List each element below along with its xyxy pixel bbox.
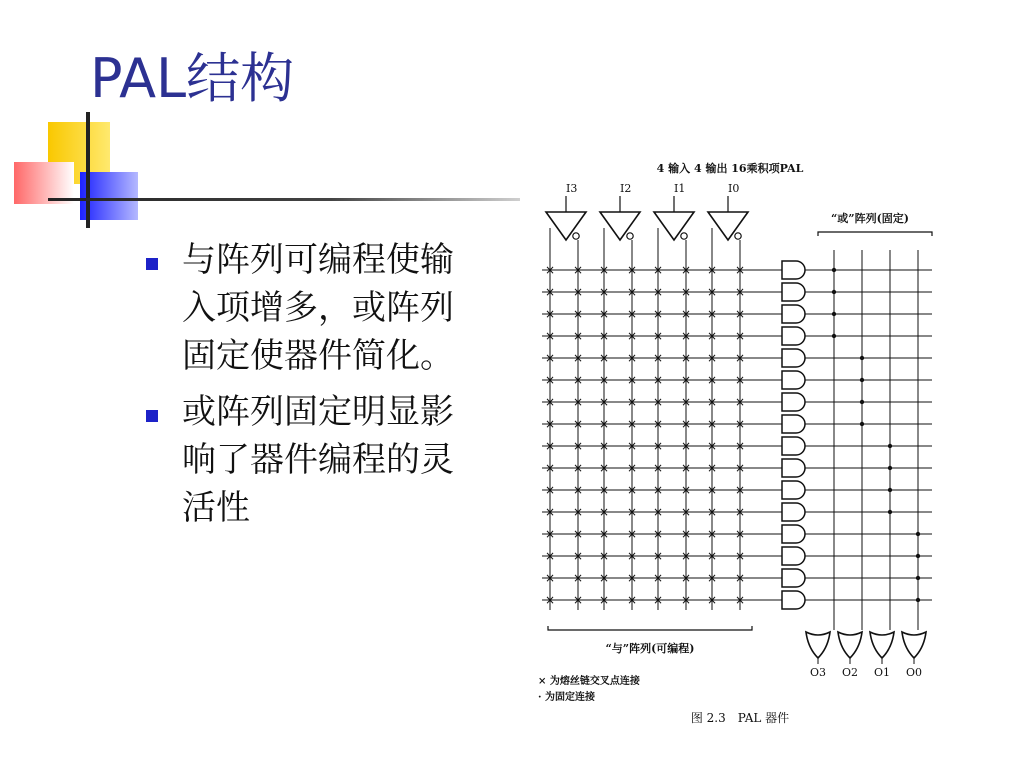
bullet-square-icon bbox=[146, 410, 158, 422]
fuse-x-mark: × bbox=[652, 593, 664, 607]
fuse-x-mark: × bbox=[652, 307, 664, 321]
fixed-connection-dot bbox=[832, 312, 836, 316]
bullet-item bbox=[146, 388, 476, 532]
fuse-x-mark: × bbox=[544, 461, 556, 475]
fuse-x-mark: × bbox=[626, 483, 638, 497]
fixed-connection-dot bbox=[832, 268, 836, 272]
or-gate bbox=[838, 632, 862, 658]
fixed-connection-dot bbox=[860, 356, 864, 360]
fixed-connection-dot bbox=[916, 576, 920, 580]
fuse-x-mark: × bbox=[598, 571, 610, 585]
pal-diagram bbox=[520, 150, 940, 740]
diagram-title: 4 输入 4 输出 16乘积项PAL bbox=[656, 162, 804, 175]
fuse-x-mark: × bbox=[572, 307, 584, 321]
fuse-x-mark: × bbox=[544, 439, 556, 453]
fuse-x-mark: × bbox=[652, 395, 664, 409]
fuse-x-mark: × bbox=[598, 417, 610, 431]
fuse-x-mark: × bbox=[626, 263, 638, 277]
fuse-x-mark: × bbox=[572, 549, 584, 563]
fuse-x-mark: × bbox=[706, 549, 718, 563]
fuse-x-mark: × bbox=[652, 285, 664, 299]
fuse-x-mark: × bbox=[544, 395, 556, 409]
bullet-item bbox=[146, 236, 476, 380]
and-gate bbox=[782, 349, 805, 367]
fixed-connection-dot bbox=[832, 334, 836, 338]
and-gate bbox=[782, 481, 805, 499]
and-gate bbox=[782, 261, 805, 279]
inverter-bubble bbox=[681, 233, 687, 239]
bullet-text: 或阵列固定明显影响了器件编程的灵活性 bbox=[182, 392, 454, 528]
fuse-x-mark: × bbox=[626, 593, 638, 607]
fuse-x-mark: × bbox=[544, 307, 556, 321]
fuse-x-mark: × bbox=[680, 527, 692, 541]
bullet-list bbox=[146, 236, 476, 540]
fuse-x-mark: × bbox=[598, 373, 610, 387]
fuse-x-mark: × bbox=[598, 505, 610, 519]
fuse-x-mark: × bbox=[680, 307, 692, 321]
and-array-label: “与”阵列(可编程) bbox=[605, 642, 695, 655]
fuse-x-mark: × bbox=[544, 285, 556, 299]
fixed-connection-dot bbox=[832, 290, 836, 294]
fuse-x-mark: × bbox=[626, 417, 638, 431]
fuse-x-mark: × bbox=[598, 307, 610, 321]
fuse-x-mark: × bbox=[572, 571, 584, 585]
and-gate bbox=[782, 415, 805, 433]
fixed-connection-dot bbox=[888, 510, 892, 514]
fuse-x-mark: × bbox=[652, 263, 664, 277]
fuse-x-mark: × bbox=[598, 285, 610, 299]
or-array-label: “或”阵列(固定) bbox=[830, 212, 910, 225]
fuse-x-mark: × bbox=[734, 329, 746, 343]
fuse-x-mark: × bbox=[598, 263, 610, 277]
fuse-x-mark: × bbox=[598, 351, 610, 365]
fuse-x-mark: × bbox=[626, 285, 638, 299]
fuse-x-mark: × bbox=[572, 285, 584, 299]
fuse-x-mark: × bbox=[626, 571, 638, 585]
and-gate bbox=[782, 459, 805, 477]
fuse-x-mark: × bbox=[544, 593, 556, 607]
bullet-square-icon bbox=[146, 258, 158, 270]
fuse-x-mark: × bbox=[680, 549, 692, 563]
fuse-x-mark: × bbox=[544, 549, 556, 563]
fuse-x-mark: × bbox=[544, 417, 556, 431]
fuse-x-mark: × bbox=[680, 329, 692, 343]
and-gate bbox=[782, 591, 805, 609]
output-label-o1: O1 bbox=[873, 666, 891, 679]
fuse-x-mark: × bbox=[598, 527, 610, 541]
fuse-x-mark: × bbox=[706, 461, 718, 475]
fixed-connection-dot bbox=[888, 488, 892, 492]
fuse-x-mark: × bbox=[680, 505, 692, 519]
decor-horizontal-line bbox=[48, 198, 520, 201]
fuse-x-mark: × bbox=[734, 571, 746, 585]
fuse-x-mark: × bbox=[734, 373, 746, 387]
fuse-x-mark: × bbox=[706, 351, 718, 365]
fuse-x-mark: × bbox=[680, 285, 692, 299]
fuse-x-mark: × bbox=[680, 395, 692, 409]
fuse-x-mark: × bbox=[652, 505, 664, 519]
fixed-connection-dot bbox=[916, 554, 920, 558]
fuse-x-mark: × bbox=[626, 439, 638, 453]
fuse-x-mark: × bbox=[544, 505, 556, 519]
fuse-x-mark: × bbox=[572, 483, 584, 497]
fuse-x-mark: × bbox=[572, 439, 584, 453]
decor-vertical-line bbox=[86, 112, 90, 228]
fuse-x-mark: × bbox=[598, 549, 610, 563]
fuse-x-mark: × bbox=[734, 395, 746, 409]
fuse-x-mark: × bbox=[544, 527, 556, 541]
fuse-x-mark: × bbox=[598, 483, 610, 497]
fuse-x-mark: × bbox=[706, 285, 718, 299]
fuse-x-mark: × bbox=[572, 395, 584, 409]
inverter-bubble bbox=[627, 233, 633, 239]
fuse-x-mark: × bbox=[652, 549, 664, 563]
fuse-x-mark: × bbox=[626, 461, 638, 475]
fuse-x-mark: × bbox=[626, 329, 638, 343]
fuse-x-mark: × bbox=[706, 329, 718, 343]
slide-title: PAL结构 bbox=[90, 47, 295, 110]
fuse-x-mark: × bbox=[598, 395, 610, 409]
or-array-bracket bbox=[818, 232, 932, 236]
fuse-x-mark: × bbox=[652, 373, 664, 387]
fuse-x-mark: × bbox=[734, 285, 746, 299]
and-gate bbox=[782, 437, 805, 455]
fuse-x-mark: × bbox=[544, 351, 556, 365]
input-buffer bbox=[654, 212, 694, 240]
fuse-x-mark: × bbox=[598, 439, 610, 453]
fuse-x-mark: × bbox=[652, 351, 664, 365]
fuse-x-mark: × bbox=[572, 329, 584, 343]
fuse-x-mark: × bbox=[626, 527, 638, 541]
fuse-x-mark: × bbox=[572, 461, 584, 475]
fuse-x-mark: × bbox=[706, 483, 718, 497]
fuse-x-mark: × bbox=[652, 571, 664, 585]
and-gate bbox=[782, 393, 805, 411]
or-gates bbox=[806, 632, 926, 664]
and-gate bbox=[782, 371, 805, 389]
input-label-i2: I2 bbox=[620, 182, 632, 195]
fuse-x-mark: × bbox=[572, 263, 584, 277]
or-gate bbox=[870, 632, 894, 658]
fuse-x-mark: × bbox=[626, 549, 638, 563]
fuse-x-mark: × bbox=[680, 417, 692, 431]
fuse-x-mark: × bbox=[680, 373, 692, 387]
fixed-connection-dot bbox=[860, 400, 864, 404]
inverter-bubble bbox=[573, 233, 579, 239]
output-label-o2: O2 bbox=[841, 666, 859, 679]
fixed-connection-dot bbox=[860, 422, 864, 426]
fuse-x-mark: × bbox=[572, 417, 584, 431]
fuse-x-mark: × bbox=[734, 593, 746, 607]
input-buffer bbox=[546, 212, 586, 240]
fuse-x-mark: × bbox=[598, 329, 610, 343]
fuse-x-mark: × bbox=[734, 307, 746, 321]
fuse-x-mark: × bbox=[626, 307, 638, 321]
fuse-x-mark: × bbox=[734, 527, 746, 541]
fuse-x-mark: × bbox=[572, 505, 584, 519]
fuse-x-mark: × bbox=[706, 307, 718, 321]
fuse-x-mark: × bbox=[572, 373, 584, 387]
fuse-x-mark: × bbox=[626, 373, 638, 387]
and-gate bbox=[782, 305, 805, 323]
legend-fuse: × 为熔丝链交叉点连接 bbox=[538, 676, 640, 687]
fuse-x-mark: × bbox=[572, 351, 584, 365]
fixed-connection-dot bbox=[888, 444, 892, 448]
and-gate bbox=[782, 503, 805, 521]
output-label-o3: O3 bbox=[809, 666, 827, 679]
fuse-x-mark: × bbox=[572, 593, 584, 607]
fixed-connection-dot bbox=[916, 598, 920, 602]
fuse-x-mark: × bbox=[544, 263, 556, 277]
or-gate bbox=[902, 632, 926, 658]
fuse-x-mark: × bbox=[706, 395, 718, 409]
fuse-x-mark: × bbox=[706, 417, 718, 431]
and-gate bbox=[782, 569, 805, 587]
fuse-x-mark: × bbox=[626, 505, 638, 519]
fuse-x-mark: × bbox=[652, 417, 664, 431]
fuse-x-mark: × bbox=[706, 527, 718, 541]
fuse-x-mark: × bbox=[734, 263, 746, 277]
input-label-i0: I0 bbox=[728, 182, 740, 195]
and-gate bbox=[782, 283, 805, 301]
fuse-x-mark: × bbox=[706, 593, 718, 607]
and-gate bbox=[782, 525, 805, 543]
fuse-x-mark: × bbox=[734, 417, 746, 431]
fuse-x-mark: × bbox=[680, 439, 692, 453]
input-label-i3: I3 bbox=[566, 182, 578, 195]
fuse-x-mark: × bbox=[680, 461, 692, 475]
input-label-i1: I1 bbox=[674, 182, 686, 195]
fuse-x-mark: × bbox=[680, 483, 692, 497]
and-gate bbox=[782, 327, 805, 345]
fuse-x-mark: × bbox=[706, 505, 718, 519]
fuse-x-mark: × bbox=[544, 571, 556, 585]
fuse-x-mark: × bbox=[544, 373, 556, 387]
figure-caption: 图 2.3 PAL 器件 bbox=[690, 711, 790, 725]
fuse-x-mark: × bbox=[734, 549, 746, 563]
and-gate bbox=[782, 547, 805, 565]
fuse-x-mark: × bbox=[680, 571, 692, 585]
fuse-x-mark: × bbox=[706, 571, 718, 585]
fuse-x-mark: × bbox=[734, 351, 746, 365]
fuse-x-mark: × bbox=[652, 483, 664, 497]
fuse-x-mark: × bbox=[680, 593, 692, 607]
output-label-o0: O0 bbox=[905, 666, 923, 679]
fuse-x-mark: × bbox=[706, 373, 718, 387]
fixed-connection-dot bbox=[916, 532, 920, 536]
input-buffer bbox=[600, 212, 640, 240]
or-gate bbox=[806, 632, 830, 658]
fuse-x-mark: × bbox=[734, 505, 746, 519]
fuse-x-mark: × bbox=[544, 329, 556, 343]
fuse-x-mark: × bbox=[706, 439, 718, 453]
fuse-x-mark: × bbox=[598, 461, 610, 475]
fuse-x-mark: × bbox=[734, 461, 746, 475]
fuse-x-mark: × bbox=[734, 439, 746, 453]
fuse-x-mark: × bbox=[626, 351, 638, 365]
fixed-connection-dot bbox=[860, 378, 864, 382]
bullet-text: 与阵列可编程使输入项增多，或阵列固定使器件简化。 bbox=[182, 240, 454, 376]
fuse-x-mark: × bbox=[626, 395, 638, 409]
fuse-x-mark: × bbox=[652, 461, 664, 475]
fixed-connection-dot bbox=[888, 466, 892, 470]
fuse-x-mark: × bbox=[680, 263, 692, 277]
fuse-x-mark: × bbox=[572, 527, 584, 541]
fuse-x-mark: × bbox=[652, 439, 664, 453]
fuse-x-mark: × bbox=[652, 527, 664, 541]
fuse-x-mark: × bbox=[734, 483, 746, 497]
fuse-x-mark: × bbox=[652, 329, 664, 343]
and-array-bracket bbox=[548, 626, 752, 630]
fuse-x-mark: × bbox=[680, 351, 692, 365]
fuse-x-mark: × bbox=[598, 593, 610, 607]
and-or-matrix bbox=[542, 196, 932, 630]
inverter-bubble bbox=[735, 233, 741, 239]
fuse-x-mark: × bbox=[544, 483, 556, 497]
legend-fixed: · 为固定连接 bbox=[538, 692, 595, 703]
fuse-x-mark: × bbox=[706, 263, 718, 277]
input-buffer bbox=[708, 212, 748, 240]
